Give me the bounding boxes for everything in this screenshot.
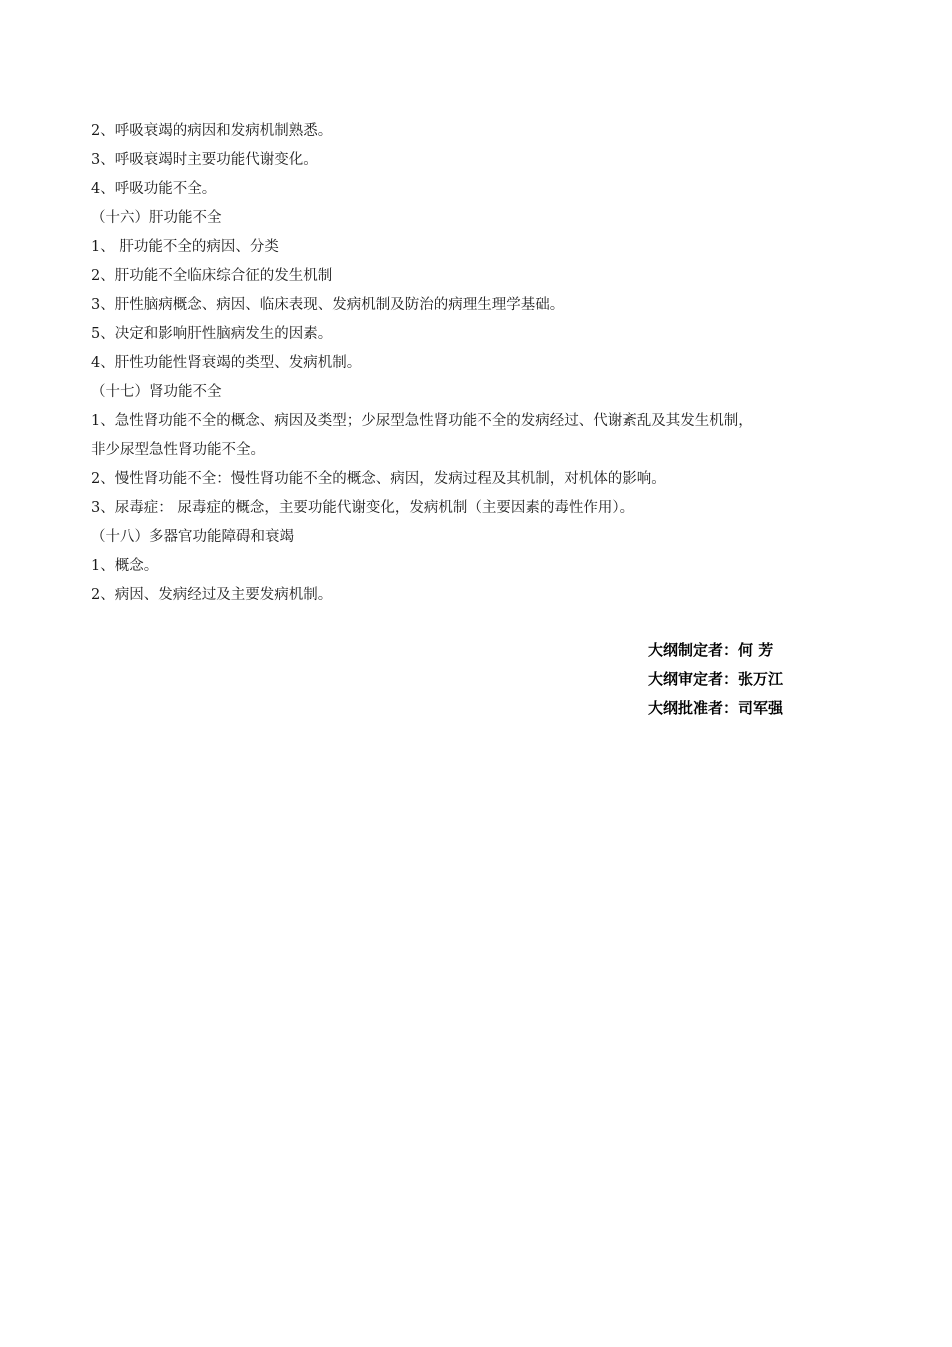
outline-item: 5、决定和影响肝性脑病发生的因素。 <box>91 326 333 342</box>
signature-block <box>648 636 888 723</box>
outline-item: 1、 肝功能不全的病因、分类 <box>91 239 279 255</box>
author-signature: 大纲制定者：何 芳 <box>648 641 774 659</box>
outline-item: 1、急性肾功能不全的概念、病因及类型；少尿型急性肾功能不全的发病经过、代谢紊乱及其发生机制， <box>91 413 753 429</box>
section-heading-kidney: （十七）肾功能不全 <box>91 384 222 400</box>
outline-item: 4、呼吸功能不全。 <box>91 181 217 197</box>
approver-signature: 大纲批准者：司军强 <box>648 699 784 717</box>
outline-item-continuation: 非少尿型急性肾功能不全。 <box>91 442 265 458</box>
outline-body <box>91 117 871 610</box>
section-heading-mods: （十八）多器官功能障碍和衰竭 <box>91 529 294 545</box>
outline-item: 2、呼吸衰竭的病因和发病机制熟悉。 <box>91 123 333 139</box>
outline-item: 2、慢性肾功能不全：慢性肾功能不全的概念、病因，发病过程及其机制，对机体的影响。 <box>91 471 666 487</box>
outline-item: 2、肝功能不全临床综合征的发生机制 <box>91 268 333 284</box>
outline-item: 4、肝性功能性肾衰竭的类型、发病机制。 <box>91 355 362 371</box>
outline-item: 3、肝性脑病概念、病因、临床表现、发病机制及防治的病理生理学基础。 <box>91 297 565 313</box>
outline-item: 3、尿毒症： 尿毒症的概念，主要功能代谢变化，发病机制（主要因素的毒性作用）。 <box>91 500 635 516</box>
outline-item: 3、呼吸衰竭时主要功能代谢变化。 <box>91 152 318 168</box>
outline-item: 1、概念。 <box>91 558 159 574</box>
section-heading-liver: （十六）肝功能不全 <box>91 210 222 226</box>
reviewer-signature: 大纲审定者：张万江 <box>648 670 784 688</box>
outline-item: 2、病因、发病经过及主要发病机制。 <box>91 587 333 603</box>
